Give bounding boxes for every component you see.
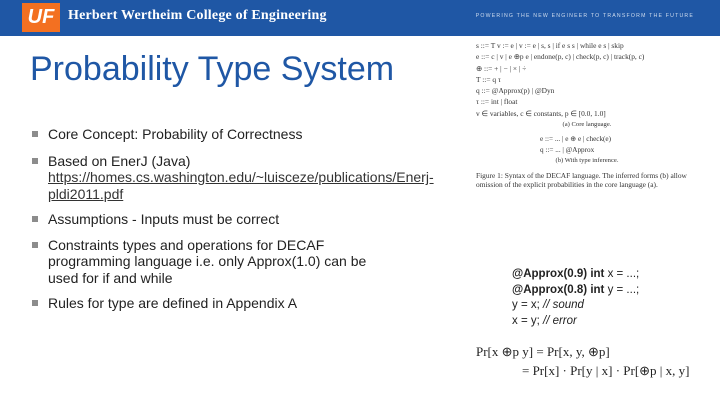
- grammar-list: [476, 40, 698, 119]
- inference-line: e ::= ... | e ⊕ e | check(e): [540, 135, 612, 144]
- code-type: int: [590, 283, 605, 296]
- code-annotation: @Approx(0.9): [512, 268, 588, 280]
- bullet-text: Based on EnerJ (Java): [48, 152, 191, 169]
- grammar-line: T ::= q τ: [476, 74, 501, 84]
- code-rest: y = ...;: [604, 283, 640, 296]
- bullet-text: Rules for type are defined in Appendix A: [48, 295, 298, 311]
- code-rest: x = ...;: [604, 268, 640, 280]
- code-rest: y = x;: [512, 299, 543, 311]
- figure-caption: Figure 1: Syntax of the DECAF language. The inferred forms (b) allow omission of the explicit probabilities in the core language (a).: [476, 171, 687, 189]
- code-rest: x = y;: [512, 314, 543, 327]
- grammar-line: ⊕ ::= + | − | × | ÷: [476, 63, 527, 73]
- probability-formula: [476, 342, 690, 380]
- inference-list: [540, 134, 698, 156]
- grammar-line: τ ::= int | float: [476, 97, 518, 107]
- bullet-item: [32, 237, 392, 287]
- code-type: int: [590, 268, 605, 280]
- code-line: [512, 298, 639, 314]
- code-line: [512, 314, 639, 330]
- code-example: [512, 267, 639, 329]
- caption-core-language: (a) Core language.: [562, 121, 612, 129]
- bullet-text: Assumptions - Inputs must be correct: [48, 211, 280, 227]
- slide-title: Probability Type System: [30, 50, 395, 88]
- inference-line: q ::= ... | @Approx: [540, 146, 595, 155]
- code-line: [512, 283, 639, 299]
- bullet-item: [32, 126, 392, 143]
- bullet-square-icon: [32, 242, 38, 248]
- bullet-square-icon: [32, 158, 38, 164]
- bullet-square-icon: [32, 216, 38, 222]
- college-name: Herbert Wertheim College of Engineering: [68, 8, 327, 23]
- header-bar: [0, 0, 720, 36]
- caption-type-inference: (b) With type inference.: [555, 157, 619, 165]
- bullet-square-icon: [32, 131, 38, 137]
- formula-line: = Pr[x] · Pr[y | x] · Pr[⊕p | x, y]: [522, 363, 690, 378]
- uf-logo: UF: [22, 3, 60, 32]
- code-comment: // error: [543, 314, 577, 327]
- bullet-text: Constraints types and operations for DECAF programming language i.e. only Approx(1.0) can be used for if and while: [48, 236, 367, 286]
- bullet-item: [32, 295, 392, 312]
- bullet-list: [32, 126, 434, 312]
- bullet-text: Core Concept: Probability of Correctness: [48, 126, 303, 142]
- code-annotation: @Approx(0.8): [512, 283, 588, 296]
- code-line: [512, 267, 639, 283]
- code-comment: // sound: [543, 299, 584, 311]
- enerj-paper-link[interactable]: https://homes.cs.washington.edu/~luisceze/publications/Enerj-pldi2011.pdf: [48, 169, 434, 202]
- paper-figure: [476, 40, 698, 189]
- bullet-item: [32, 152, 434, 203]
- grammar-line: e ::= c | v | e ⊕p e | endone(p, c) | check(p, c) | track(p, c): [476, 52, 645, 62]
- formula-line: Pr[x ⊕p y] = Pr[x, y, ⊕p]: [476, 344, 610, 359]
- bullet-item: [32, 211, 392, 228]
- tagline: POWERING THE NEW ENGINEER TO TRANSFORM THE FUTURE: [475, 13, 694, 19]
- grammar-line: q ::= @Approx(p) | @Dyn: [476, 86, 555, 96]
- grammar-line: s ::= T v := e | v := e | s, s | if e s s | while e s | skip: [476, 41, 624, 50]
- bullet-square-icon: [32, 300, 38, 306]
- grammar-line: v ∈ variables, c ∈ constants, p ∈ [0.0, 1.0]: [476, 108, 606, 118]
